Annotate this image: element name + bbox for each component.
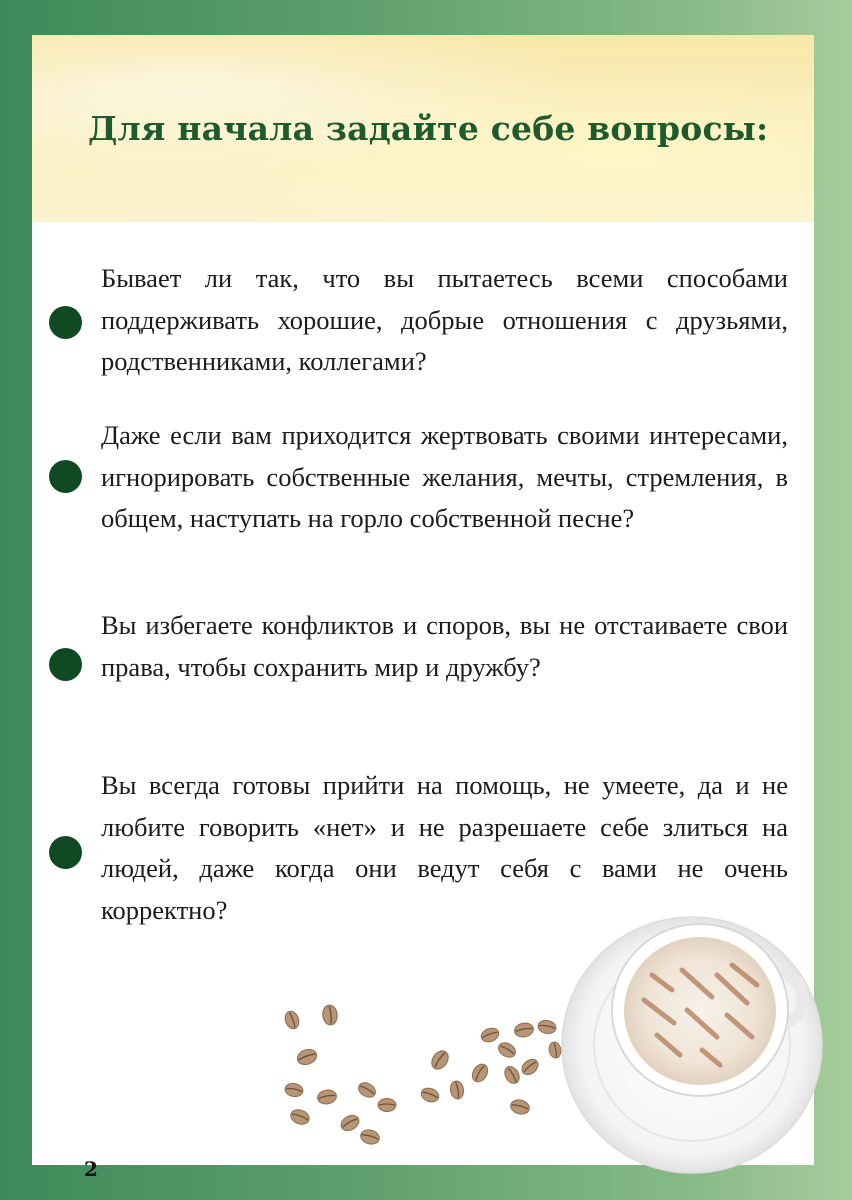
bullet-dot-icon	[49, 648, 82, 681]
question-text: Вы всегда готовы прийти на помощь, не умеете, да и не любите говорить «нет» и не разрешаете себе злиться на людей, даже когда они ведут себя с вами не очень корректно?	[101, 770, 788, 925]
page-header	[32, 35, 814, 222]
question-item	[32, 258, 814, 388]
question-text: Даже если вам приходится жертвовать своими интересами, игнорировать собственные желания, мечты, стремления, в общем, наступать на горло собственной песне?	[101, 420, 788, 533]
bullet-dot-icon	[49, 460, 82, 493]
question-item	[32, 415, 814, 585]
page	[32, 35, 814, 1181]
page-number: 2	[84, 1157, 98, 1181]
question-item	[32, 765, 814, 935]
bullet-dot-icon	[49, 836, 82, 869]
question-item	[32, 605, 814, 735]
bullet-dot-icon	[49, 306, 82, 339]
question-text: Бывает ли так, что вы пытаетесь всеми способами поддерживать хорошие, добрые отношения с друзьями, родственниками, коллегами?	[101, 263, 788, 376]
page-title: Для начала задайте себе вопросы:	[88, 109, 769, 148]
question-text: Вы избегаете конфликтов и споров, вы не отстаиваете свои права, чтобы сохранить мир и дружбу?	[101, 610, 788, 682]
coffee-cup-with-beans-icon	[262, 915, 852, 1180]
